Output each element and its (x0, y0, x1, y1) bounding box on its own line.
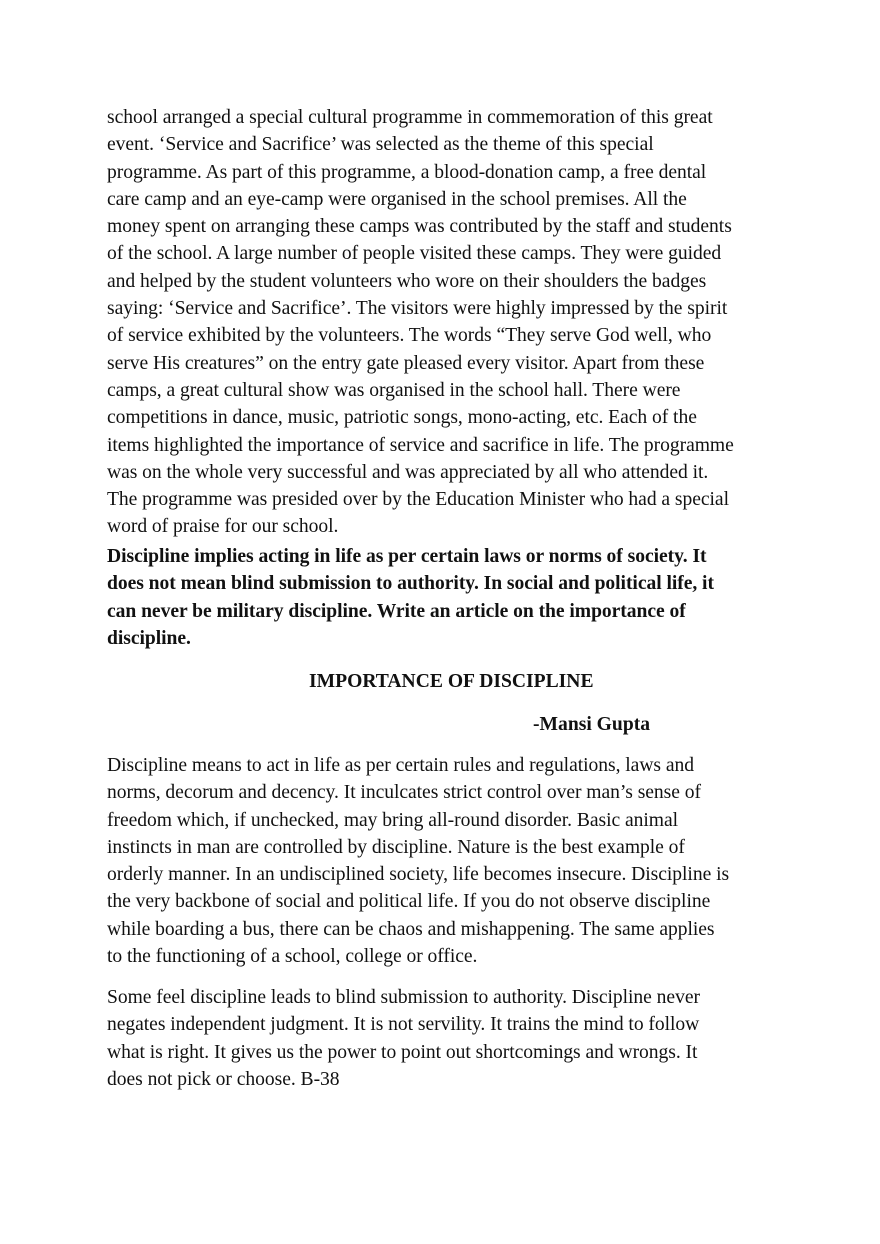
text-line: while boarding a bus, there can be chaos and mishappening. The same applies (107, 918, 715, 940)
text-line: to the functioning of a school, college or office. (107, 946, 478, 968)
question-line: discipline. (107, 627, 191, 649)
text-line: Discipline means to act in life as per certain rules and regulations, laws and (107, 755, 694, 776)
text-line: camps, a great cultural show was organised in the school hall. There were (107, 379, 681, 401)
text-line: of the school. A large number of people visited these camps. They were guided (107, 243, 722, 265)
question-line: does not mean blind submission to authority. In social and political life, it (107, 573, 714, 595)
article-title: IMPORTANCE OF DISCIPLINE (309, 671, 594, 692)
text-line: what is right. It gives us the power to point out shortcomings and wrongs. It (107, 1041, 698, 1063)
question-prompt (107, 543, 787, 652)
text-line: serve His creatures” on the entry gate pleased every visitor. Apart from these (107, 352, 705, 374)
text-line: freedom which, if unchecked, may bring all-round disorder. Basic animal (107, 809, 679, 831)
text-line: The programme was presided over by the Education Minister who had a special (107, 489, 729, 511)
text-line: word of praise for our school. (107, 516, 339, 538)
article-paragraph (107, 752, 787, 970)
question-line: Discipline implies acting in life as per certain laws or norms of society. It (107, 546, 707, 567)
text-line: care camp and an eye-camp were organised in the school premises. All the (107, 188, 687, 210)
text-line: Some feel discipline leads to blind submission to authority. Discipline never (107, 987, 700, 1008)
text-line: and helped by the student volunteers who wore on their shoulders the badges (107, 270, 707, 292)
intro-paragraph (107, 104, 787, 541)
text-line: instincts in man are controlled by discipline. Nature is the best example of (107, 836, 685, 858)
question-line: can never be military discipline. Write an article on the importance of (107, 600, 686, 622)
text-line: of service exhibited by the volunteers. The words “They serve God well, who (107, 325, 712, 347)
text-line: does not pick or choose. B-38 (107, 1068, 340, 1090)
text-line: the very backbone of social and political life. If you do not observe discipline (107, 891, 711, 913)
text-line: saying: ‘Service and Sacrifice’. The visitors were highly impressed by the spirit (107, 298, 728, 320)
text-line: norms, decorum and decency. It inculcates strict control over man’s sense of (107, 782, 701, 804)
text-line: event. ‘Service and Sacrifice’ was selected as the theme of this special (107, 134, 654, 156)
article-author: -Mansi Gupta (533, 714, 651, 735)
text-line: was on the whole very successful and was appreciated by all who attended it. (107, 461, 709, 483)
text-line: money spent on arranging these camps was contributed by the staff and students (107, 216, 732, 238)
text-line: competitions in dance, music, patriotic songs, mono-acting, etc. Each of the (107, 407, 697, 429)
text-line: orderly manner. In an undisciplined society, life becomes insecure. Discipline is (107, 864, 730, 886)
text-line: negates independent judgment. It is not servility. It trains the mind to follow (107, 1014, 700, 1036)
text-line: items highlighted the importance of service and sacrifice in life. The programme (107, 434, 734, 456)
text-line: programme. As part of this programme, a blood-donation camp, a free dental (107, 161, 707, 183)
article-paragraph (107, 984, 787, 1093)
text-line: school arranged a special cultural programme in commemoration of this great (107, 107, 713, 128)
